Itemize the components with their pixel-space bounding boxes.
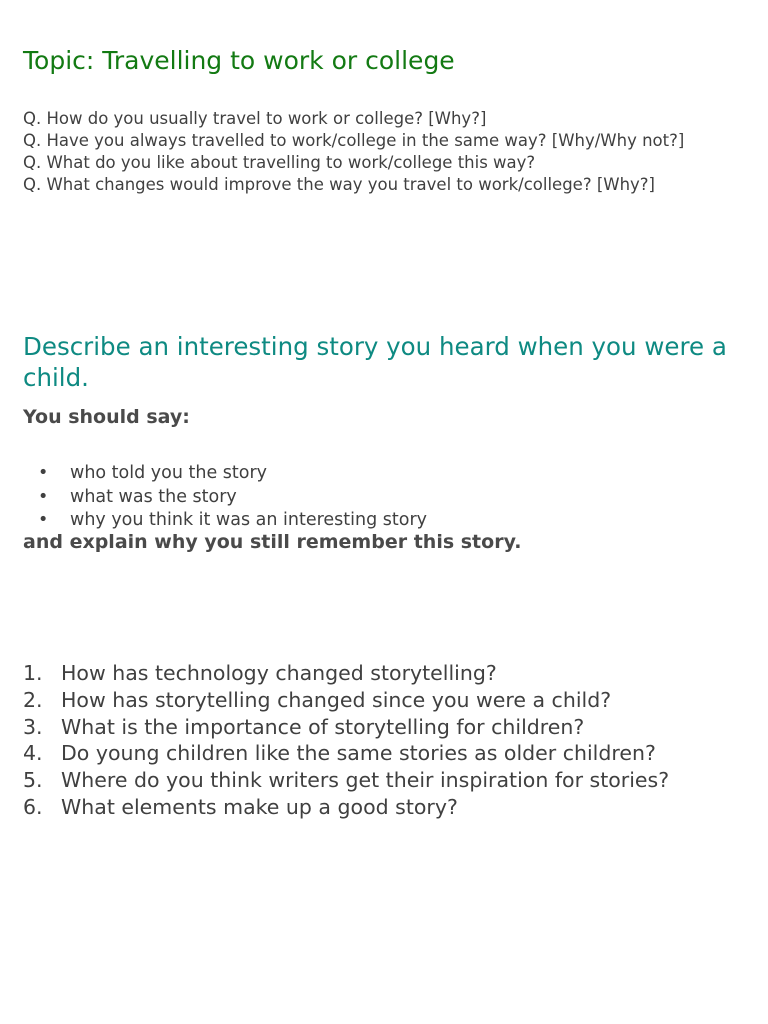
- question-number: 6.: [23, 794, 43, 819]
- bullet-point-icon: •: [38, 486, 49, 507]
- cue-card-bullet-list: [23, 462, 427, 533]
- question-text: How has storytelling changed since you were a child?: [61, 687, 612, 712]
- part3-question: [23, 660, 669, 687]
- question-text: What elements make up a good story?: [61, 794, 458, 819]
- you-should-say-label: You should say:: [23, 406, 190, 428]
- part1-question: Q. What changes would improve the way you travel to work/college? [Why?]: [23, 175, 655, 194]
- question-number: 4.: [23, 741, 43, 766]
- bullet-point-icon: •: [38, 463, 49, 483]
- question-number: 2.: [23, 687, 43, 712]
- cue-card-bullet: [23, 486, 427, 510]
- part3-question: [23, 767, 669, 794]
- cue-card-bullet: [23, 462, 427, 486]
- explain-instruction: and explain why you still remember this story.: [23, 531, 522, 553]
- part3-question: [23, 714, 669, 741]
- question-text: Where do you think writers get their inspiration for stories?: [61, 768, 670, 793]
- cue-card-bullet: [23, 509, 427, 533]
- question-number: 5.: [23, 768, 43, 793]
- cue-card-bullet-text: who told you the story: [70, 463, 268, 483]
- question-number: 3.: [23, 714, 43, 739]
- part3-question: [23, 687, 669, 714]
- question-number: 1.: [23, 661, 43, 685]
- cue-card-bullet-text: what was the story: [70, 486, 237, 507]
- part3-question: [23, 740, 669, 767]
- bullet-point-icon: •: [38, 510, 49, 530]
- part3-question-list: [23, 660, 669, 821]
- cue-card-bullet-text: why you think it was an interesting story: [70, 510, 428, 530]
- question-text: What is the importance of storytelling for children?: [61, 714, 585, 739]
- part1-question-list: [23, 108, 684, 196]
- cue-card-title: Describe an interesting story you heard when you were a child.: [23, 332, 727, 392]
- topic-title: Topic: Travelling to work or college: [23, 46, 455, 75]
- question-text: How has technology changed storytelling?: [61, 661, 497, 685]
- part1-question: Q. What do you like about travelling to work/college this way?: [23, 153, 536, 172]
- part1-question: Q. Have you always travelled to work/college in the same way? [Why/Why not?]: [23, 131, 685, 150]
- part3-question: [23, 794, 669, 821]
- part1-question: Q. How do you usually travel to work or college? [Why?]: [23, 109, 487, 128]
- question-text: Do young children like the same stories as older children?: [61, 741, 656, 766]
